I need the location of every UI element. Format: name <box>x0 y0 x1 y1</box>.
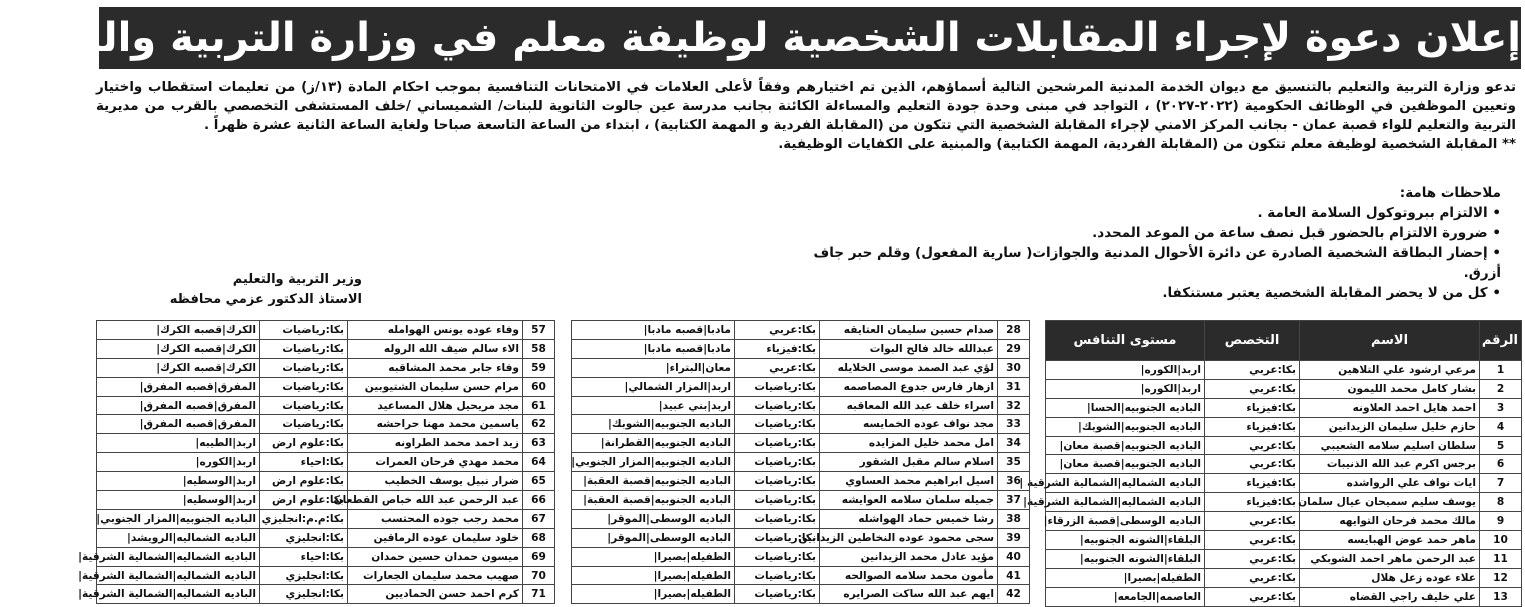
competition-level: الباديه الشماليه|الشمالية الشرقية | <box>1046 474 1205 493</box>
specialization: بكا:عربي <box>1205 531 1300 550</box>
table-row <box>97 509 555 528</box>
row-number: 11 <box>1480 549 1522 568</box>
specialization: بكا:عربي <box>1205 379 1300 398</box>
competition-level: اربد|المزار الشمالي| <box>572 377 735 396</box>
table-row <box>572 528 1030 547</box>
row-number: 66 <box>523 491 555 510</box>
table-row <box>1046 568 1522 587</box>
row-number: 36 <box>998 472 1030 491</box>
specialization: بكا:رياضيات <box>735 377 820 396</box>
competition-level: الكرك|قصبه الكرك| <box>97 339 260 358</box>
candidate-name: ميسون حمدان حسين حمدان <box>348 547 523 566</box>
row-number: 65 <box>523 472 555 491</box>
row-number: 34 <box>998 434 1030 453</box>
row-number: 67 <box>523 509 555 528</box>
competition-level: الباديه الجنوبيه|الحسا| <box>1046 398 1205 417</box>
note-item: • الالتزام ببروتوكول السلامة العامة . <box>781 203 1501 223</box>
table-row <box>97 396 555 415</box>
table-row <box>1046 455 1522 474</box>
table-row <box>97 453 555 472</box>
specialization: بكا:رياضيات <box>735 472 820 491</box>
note-item: • ضرورة الالتزام بالحضور قبل نصف ساعة من الموعد المحدد. <box>781 223 1501 243</box>
specialization: بكا:عربي <box>735 358 820 377</box>
table-row <box>572 339 1030 358</box>
specialization: بكا:رياضيات <box>735 415 820 434</box>
competition-level: الباديه الجنوبيه|قصبة معان| <box>1046 436 1205 455</box>
row-number: 60 <box>523 377 555 396</box>
specialization: بكا:علوم ارض <box>260 491 348 510</box>
table-row <box>1046 436 1522 455</box>
specialization: بكا:م.م:انجليزي <box>260 509 348 528</box>
competition-level: الباديه الجنوبيه|المزار الجنوبي| <box>97 509 260 528</box>
table-row <box>572 377 1030 396</box>
competition-level: المفرق|قصبه المفرق| <box>97 377 260 396</box>
minister-signature <box>102 270 362 310</box>
specialization: بكا:انجليزي <box>260 585 348 604</box>
specialization: بكا:فيزياء <box>1205 417 1300 436</box>
candidate-name: يوسف سليم سميحان عيال سلمان <box>1300 493 1480 512</box>
specialization: بكا:علوم ارض <box>260 472 348 491</box>
competition-level: اربد|بني عبيد| <box>572 396 735 415</box>
specialization: بكا:رياضيات <box>260 339 348 358</box>
candidate-name: مجد نواف عوده الخمايسه <box>820 415 998 434</box>
competition-level: اربد|الكوره| <box>97 453 260 472</box>
specialization: بكا:رياضيات <box>735 434 820 453</box>
competition-level: الطفيله|بصيرا| <box>1046 568 1205 587</box>
column-header: التخصص <box>1205 321 1300 361</box>
candidate-name: صدام حسين سليمان العتايقه <box>820 321 998 340</box>
candidate-name: ماهر حمد عوض الهبايسه <box>1300 531 1480 550</box>
competition-level: الطفيله|بصيرا| <box>572 585 735 604</box>
table-row <box>97 528 555 547</box>
specialization: بكا:رياضيات <box>260 321 348 340</box>
specialization: بكا:عربي <box>1205 455 1300 474</box>
row-number: 70 <box>523 566 555 585</box>
table-row <box>97 321 555 340</box>
table-row <box>1046 531 1522 550</box>
specialization: بكا:انجليزي <box>260 566 348 585</box>
competition-level: الطفيله|بصيرا| <box>572 547 735 566</box>
candidate-name: احمد هايل احمد العلاونه <box>1300 398 1480 417</box>
table-row <box>97 358 555 377</box>
competition-level: اربد|الكوره| <box>1046 379 1205 398</box>
competition-level: الباديه الجنوبيه|المزار الجنوبي| <box>572 453 735 472</box>
competition-level: الباديه الوسطى|الموقر| <box>572 509 735 528</box>
candidate-name: مرعي ارشود علي التلاهين <box>1300 361 1480 380</box>
row-number: 6 <box>1480 455 1522 474</box>
row-number: 38 <box>998 509 1030 528</box>
candidate-name: محمد مهدي فرحان العمرات <box>348 453 523 472</box>
table-row <box>97 585 555 604</box>
table-row <box>97 491 555 510</box>
row-number: 68 <box>523 528 555 547</box>
candidate-name: الاء سالم ضيف الله الروله <box>348 339 523 358</box>
candidate-name: عبدالله خالد فالح البوات <box>820 339 998 358</box>
row-number: 63 <box>523 434 555 453</box>
table-row <box>1046 398 1522 417</box>
table-row <box>1046 361 1522 380</box>
row-number: 61 <box>523 396 555 415</box>
candidate-name: مرام حسن سليمان الشتيوبين <box>348 377 523 396</box>
competition-level: الباديه الشماليه|الشمالية الشرقية| <box>97 566 260 585</box>
competition-level: اربد|الوسطيه| <box>97 491 260 510</box>
competition-level: الباديه الجنوبيه|قصبة معان| <box>1046 455 1205 474</box>
candidate-name: زيد احمد محمد الطراونه <box>348 434 523 453</box>
competition-level: المفرق|قصبه المفرق| <box>97 415 260 434</box>
specialization: بكا:رياضيات <box>260 377 348 396</box>
candidate-name: ياسمين محمد مهنا حراحشه <box>348 415 523 434</box>
row-number: 32 <box>998 396 1030 415</box>
notes-heading: ملاحظات هامة: <box>1399 185 1501 201</box>
table-row <box>1046 512 1522 531</box>
candidate-name: سلطان اسليم سلامه الشعيبي <box>1300 436 1480 455</box>
specialization: بكا:رياضيات <box>735 509 820 528</box>
candidate-name: امل محمد خليل المزايده <box>820 434 998 453</box>
table-row <box>1046 379 1522 398</box>
table-row <box>1046 587 1522 606</box>
specialization: بكا:رياضيات <box>735 585 820 604</box>
row-number: 69 <box>523 547 555 566</box>
competition-level: الباديه الجنوبيه|الشوبك| <box>572 415 735 434</box>
specialization: بكا:رياضيات <box>735 566 820 585</box>
row-number: 29 <box>998 339 1030 358</box>
intro-text <box>96 78 1516 154</box>
candidate-name: عبد الرحمن ماهر احمد الشوبكي <box>1300 549 1480 568</box>
competition-level: الباديه الشماليه|الشمالية الشرقية| <box>1046 493 1205 512</box>
announcement-title: إعلان دعوة لإجراء المقابلات الشخصية لوظيفة معلم في وزارة التربية والتعليم <box>99 7 1521 69</box>
column-header: الرقم <box>1480 321 1522 361</box>
candidate-name: وفاء عوده يونس الهوامله <box>348 321 523 340</box>
specialization: بكا:عربي <box>1205 361 1300 380</box>
competition-level: مادبا|قصبه مادبا| <box>572 339 735 358</box>
competition-level: البلقاء|الشونه الجنوبيه| <box>1046 531 1205 550</box>
competition-level: المفرق|قصبه المفرق| <box>97 396 260 415</box>
competition-level: الباديه الجنوبيه|القطرانة| <box>572 434 735 453</box>
candidate-name: علاء عوده زعل هلال <box>1300 568 1480 587</box>
signature-name: الاستاذ الدكتور عزمي محافظه <box>169 292 362 307</box>
candidates-table-3 <box>78 320 555 604</box>
candidate-name: مؤيد عادل محمد الزيدانين <box>820 547 998 566</box>
competition-level: اربد|الوسطيه| <box>97 472 260 491</box>
row-number: 9 <box>1480 512 1522 531</box>
candidate-name: كرم احمد حسن الحماديين <box>348 585 523 604</box>
row-number: 35 <box>998 453 1030 472</box>
row-number: 2 <box>1480 379 1522 398</box>
competition-level: الباديه الوسطى|الموقر| <box>572 528 735 547</box>
row-number: 40 <box>998 547 1030 566</box>
competition-level: اربد|الكوره| <box>1046 361 1205 380</box>
signature-role: وزير التربية والتعليم <box>232 272 362 287</box>
row-number: 28 <box>998 321 1030 340</box>
table-row <box>572 321 1030 340</box>
candidate-name: ايات نواف علي الرواشده <box>1300 474 1480 493</box>
specialization: بكا:رياضيات <box>735 396 820 415</box>
specialization: بكا:رياضيات <box>260 415 348 434</box>
notes-list <box>781 203 1501 303</box>
candidate-name: ضرار نبيل يوسف الخطيب <box>348 472 523 491</box>
competition-level: الباديه الشماليه|الشمالية الشرقية| <box>97 547 260 566</box>
table-row <box>572 472 1030 491</box>
candidate-name: محمد رجب جوده المحتسب <box>348 509 523 528</box>
candidate-name: اسيل ابراهيم محمد العساوي <box>820 472 998 491</box>
row-number: 57 <box>523 321 555 340</box>
row-number: 30 <box>998 358 1030 377</box>
specialization: بكا:عربي <box>1205 568 1300 587</box>
table-row <box>97 547 555 566</box>
row-number: 59 <box>523 358 555 377</box>
column-header: الاسم <box>1300 321 1480 361</box>
competition-level: اربد|الطيبه| <box>97 434 260 453</box>
candidates-table-2 <box>571 320 1030 604</box>
specialization: بكا:رياضيات <box>260 396 348 415</box>
important-notes <box>781 183 1501 303</box>
row-number: 12 <box>1480 568 1522 587</box>
competition-level: الطفيله|بصيرا| <box>572 566 735 585</box>
specialization: بكا:رياضيات <box>260 358 348 377</box>
candidate-name: عبد الرحمن عبد الله خباص القطعان <box>348 491 523 510</box>
table-row <box>572 547 1030 566</box>
specialization: بكا:احياء <box>260 547 348 566</box>
competition-level: الباديه الشماليه|الشمالية الشرقية| <box>97 585 260 604</box>
specialization: بكا:رياضيات <box>735 547 820 566</box>
intro-note: ** المقابلة الشخصية لوظيفة معلم تتكون من (المقابلة الفردية، المهمة الكتابية) والمبنية على الكفايات الوظيفية. <box>778 137 1516 152</box>
specialization: بكا:عربي <box>1205 436 1300 455</box>
table-row <box>97 339 555 358</box>
candidate-name: علي خليف راجي القضاه <box>1300 587 1480 606</box>
row-number: 39 <box>998 528 1030 547</box>
specialization: بكا:عربي <box>1205 512 1300 531</box>
candidate-name: اسلام سالم مقبل الشقور <box>820 453 998 472</box>
specialization: بكا:احياء <box>260 453 348 472</box>
candidate-name: برجس اكرم عبد الله الذنيبات <box>1300 455 1480 474</box>
candidate-name: بشار كامل محمد الليمون <box>1300 379 1480 398</box>
specialization: بكا:عربي <box>1205 549 1300 568</box>
candidate-name: اسراء خلف عبد الله المعاقبه <box>820 396 998 415</box>
row-number: 41 <box>998 566 1030 585</box>
candidate-name: ايهم عبد الله ساكت الصرايره <box>820 585 998 604</box>
competition-level: البلقاء|الشونه الجنوبيه| <box>1046 549 1205 568</box>
table-row <box>572 415 1030 434</box>
table-row <box>572 585 1030 604</box>
candidate-name: حازم خليل سليمان الزيدانين <box>1300 417 1480 436</box>
candidate-name: مجد مريحيل هلال المساعيد <box>348 396 523 415</box>
table-row <box>572 453 1030 472</box>
candidate-name: سجى محمود عوده النخاطين الزيدانين <box>820 528 998 547</box>
candidate-name: صهيب محمد سليمان الجعارات <box>348 566 523 585</box>
candidate-name: ازهار فارس جدوع المصاصمه <box>820 377 998 396</box>
table-row <box>97 566 555 585</box>
column-header: مستوى التنافس <box>1046 321 1205 361</box>
specialization: بكا:عربي <box>1205 587 1300 606</box>
row-number: 37 <box>998 491 1030 510</box>
specialization: بكا:فيزياء <box>1205 493 1300 512</box>
specialization: بكا:فيزياء <box>735 339 820 358</box>
table-row <box>1046 474 1522 493</box>
row-number: 58 <box>523 339 555 358</box>
table-row <box>97 377 555 396</box>
specialization: بكا:عربي <box>735 321 820 340</box>
table-row <box>572 396 1030 415</box>
specialization: بكا:علوم ارض <box>260 434 348 453</box>
candidate-name: لؤي عبد الصمد موسى الخلايله <box>820 358 998 377</box>
candidate-name: جميله سلمان سلامه العوايشه <box>820 491 998 510</box>
table-row <box>1046 493 1522 512</box>
competition-level: الكرك|قصبه الكرك| <box>97 321 260 340</box>
table-row <box>1046 417 1522 436</box>
competition-level: الباديه الجنوبيه|قصبة العقبة| <box>572 491 735 510</box>
row-number: 5 <box>1480 436 1522 455</box>
table-row <box>1046 549 1522 568</box>
candidate-name: خلود سليمان عوده الرماقين <box>348 528 523 547</box>
row-number: 62 <box>523 415 555 434</box>
table-row <box>572 566 1030 585</box>
table-row <box>572 358 1030 377</box>
table-row <box>97 472 555 491</box>
row-number: 42 <box>998 585 1030 604</box>
table-row <box>572 491 1030 510</box>
row-number: 8 <box>1480 493 1522 512</box>
competition-level: مادبا|قصبه مادبا| <box>572 321 735 340</box>
intro-paragraph: تدعو وزارة التربية والتعليم بالتنسيق مع ديوان الخدمة المدنية المرشحين التالية أسماؤهم، الذين تم اختيارهم وفقاً لأعلى العلامات في الامتحانات التنافسية بموجب احكام المادة (١٣/ز) من تعليمات استقطاب واختيار وتعيين الموظفين في الوظائف الحكومية (٢٠٢٢-٢٠٢٧) ، التواجد في مبنى وحدة جودة التعليم والمساءلة الكائنة بجانب مدرسة عين جالوت الثانوية للبنات/ الشميساني /خلف المستشفى التخصصي بالقرب من مديرية التربية والتعليم للواء قصبة عمان - بجانب المركز الامني لإجراء المقابلة الشخصية التي تتكون من (المقابلة الفردية و المهمة الكتابية) ، ابتداء من الساعة التاسعة صباحا ولغاية الساعة الثانية عشرة ظهراً . <box>96 80 1516 133</box>
row-number: 3 <box>1480 398 1522 417</box>
candidate-name: رشا خميس حماد الهواشله <box>820 509 998 528</box>
competition-level: الباديه الجنوبيه|قصبة العقبة| <box>572 472 735 491</box>
row-number: 1 <box>1480 361 1522 380</box>
row-number: 10 <box>1480 531 1522 550</box>
candidate-name: مأمون محمد سلامه الصوالحه <box>820 566 998 585</box>
row-number: 64 <box>523 453 555 472</box>
specialization: بكا:فيزياء <box>1205 474 1300 493</box>
competition-level: الباديه الجنوبيه|الشوبك| <box>1046 417 1205 436</box>
note-item: • إحضار البطاقة الشخصية الصادرة عن دائرة الأحوال المدنية والجوازات( سارية المفعول) وقلم حبر جاف أزرق. <box>781 243 1501 283</box>
note-item: • كل من لا يحضر المقابلة الشخصية يعتبر مستنكفا. <box>781 283 1501 303</box>
specialization: بكا:رياضيات <box>735 453 820 472</box>
row-number: 31 <box>998 377 1030 396</box>
row-number: 33 <box>998 415 1030 434</box>
row-number: 4 <box>1480 417 1522 436</box>
row-number: 13 <box>1480 587 1522 606</box>
competition-level: الكرك|قصبه الكرك| <box>97 358 260 377</box>
candidate-name: وفاء جابر محمد المشاقبه <box>348 358 523 377</box>
candidate-name: مالك محمد فرحان التوايهه <box>1300 512 1480 531</box>
specialization: بكا:انجليزي <box>260 528 348 547</box>
table-row <box>97 434 555 453</box>
row-number: 71 <box>523 585 555 604</box>
competition-level: العاصمه|الجامعه| <box>1046 587 1205 606</box>
table-row <box>572 434 1030 453</box>
specialization: بكا:رياضيات <box>735 528 820 547</box>
candidates-table-1 <box>1019 320 1522 607</box>
table-row <box>97 415 555 434</box>
competition-level: الباديه الشماليه|الرويشد| <box>97 528 260 547</box>
specialization: بكا:رياضيات <box>735 491 820 510</box>
specialization: بكا:فيزياء <box>1205 398 1300 417</box>
competition-level: الباديه الوسطى|قصبة الزرقاء| <box>1046 512 1205 531</box>
competition-level: معان|البتراء| <box>572 358 735 377</box>
table-row <box>572 509 1030 528</box>
row-number: 7 <box>1480 474 1522 493</box>
